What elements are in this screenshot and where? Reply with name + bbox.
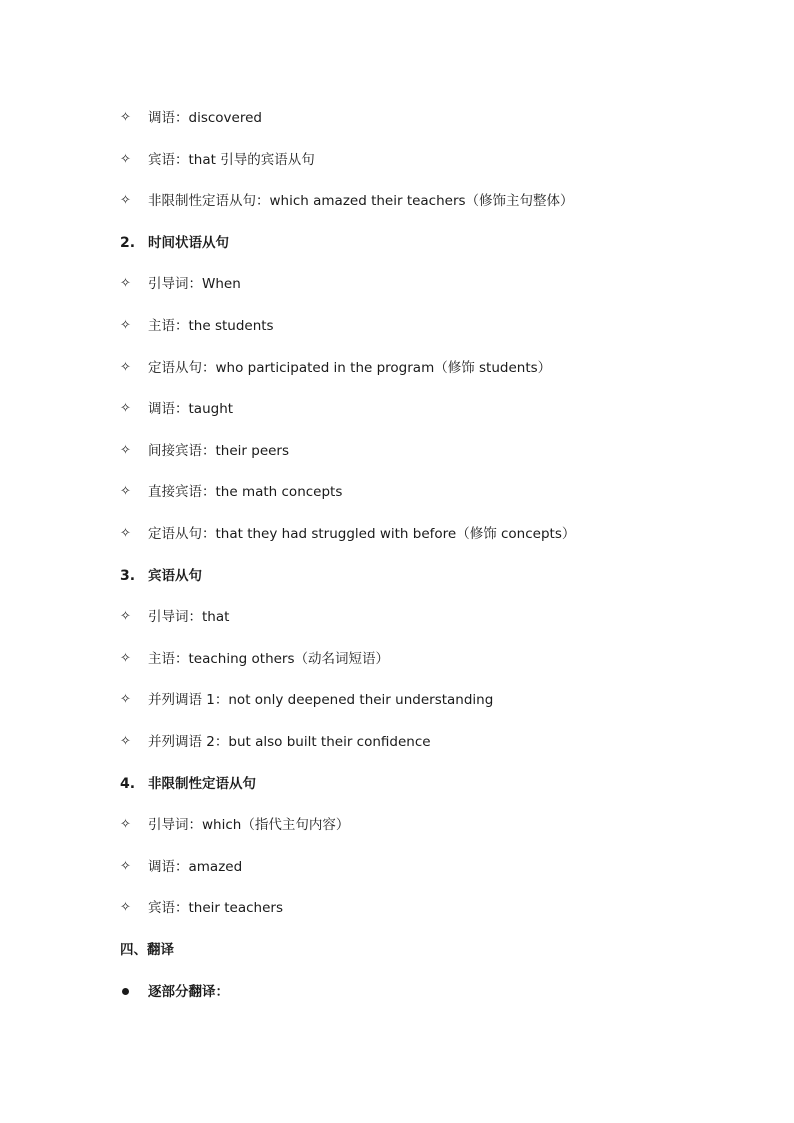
- item-text: 定语从句：who participated in the program（修饰 students）: [148, 360, 552, 376]
- item-text: 引导词：that: [148, 609, 230, 625]
- list-item: [120, 440, 289, 462]
- item-text: 直接宾语：the math concepts: [148, 484, 343, 500]
- four-point-star-icon: ✧: [120, 734, 131, 749]
- list-item: [120, 856, 242, 878]
- list-item: [120, 897, 283, 919]
- item-text: 间接宾语：their peers: [148, 443, 290, 459]
- four-point-star-icon: ✧: [120, 276, 131, 291]
- item-text: 宾语：that 引导的宾语从句: [148, 152, 315, 168]
- item-text: 非限制性定语从句：which amazed their teachers（修饰主句整体）: [148, 193, 574, 209]
- section-heading: [120, 565, 202, 587]
- section-heading: [120, 773, 256, 795]
- section-title: 非限制性定语从句: [148, 776, 256, 792]
- four-point-star-icon: ✧: [120, 526, 131, 541]
- translation-label: 逐部分翻译：: [148, 984, 229, 1000]
- four-point-star-icon: ✧: [120, 609, 131, 624]
- section-number: 4.: [120, 776, 136, 792]
- item-text: 引导词：which（指代主句内容）: [148, 817, 350, 833]
- list-item: [120, 606, 229, 628]
- item-text: 主语：teaching others（动名词短语）: [148, 651, 390, 667]
- four-point-star-icon: ✧: [120, 401, 131, 416]
- list-item: [120, 523, 575, 545]
- four-point-star-icon: ✧: [120, 651, 131, 666]
- item-text: 定语从句：that they had struggled with before（修饰 concepts）: [148, 526, 576, 542]
- four-point-star-icon: ✧: [120, 193, 131, 208]
- list-item: [120, 273, 241, 295]
- four-point-star-icon: ✧: [120, 443, 131, 458]
- four-point-star-icon: ✧: [120, 900, 131, 915]
- list-item: [120, 315, 274, 337]
- list-item: [120, 481, 342, 503]
- section-heading: [120, 232, 229, 254]
- section-number: 2.: [120, 235, 136, 251]
- list-item: [120, 731, 431, 753]
- item-text: 调语：amazed: [148, 859, 243, 875]
- list-item: [120, 357, 551, 379]
- list-item: [120, 981, 229, 1003]
- four-point-star-icon: ✧: [120, 318, 131, 333]
- part-heading: [120, 939, 174, 961]
- item-text: 主语：the students: [148, 318, 274, 334]
- four-point-star-icon: ✧: [120, 110, 131, 125]
- four-point-star-icon: ✧: [120, 692, 131, 707]
- section-title: 宾语从句: [148, 568, 202, 584]
- section-number: 3.: [120, 568, 136, 584]
- item-text: 并列调语 1：not only deepened their understanding: [148, 692, 494, 708]
- list-item: [120, 814, 349, 836]
- filled-circle-icon: [120, 981, 148, 1003]
- list-item: [120, 107, 262, 129]
- four-point-star-icon: ✧: [120, 817, 131, 832]
- item-text: 调语：discovered: [148, 110, 262, 126]
- item-text: 宾语：their teachers: [148, 900, 283, 916]
- four-point-star-icon: ✧: [120, 859, 131, 874]
- part-title: 四、翻译: [120, 942, 174, 958]
- list-item: [120, 689, 493, 711]
- item-text: 调语：taught: [148, 401, 234, 417]
- item-text: 并列调语 2：but also built their confidence: [148, 734, 431, 750]
- list-item: [120, 149, 315, 171]
- four-point-star-icon: ✧: [120, 152, 131, 167]
- four-point-star-icon: ✧: [120, 484, 131, 499]
- section-title: 时间状语从句: [148, 235, 229, 251]
- four-point-star-icon: ✧: [120, 360, 131, 375]
- list-item: [120, 648, 389, 670]
- list-item: [120, 190, 574, 212]
- item-text: 引导词：When: [148, 276, 241, 292]
- list-item: [120, 398, 233, 420]
